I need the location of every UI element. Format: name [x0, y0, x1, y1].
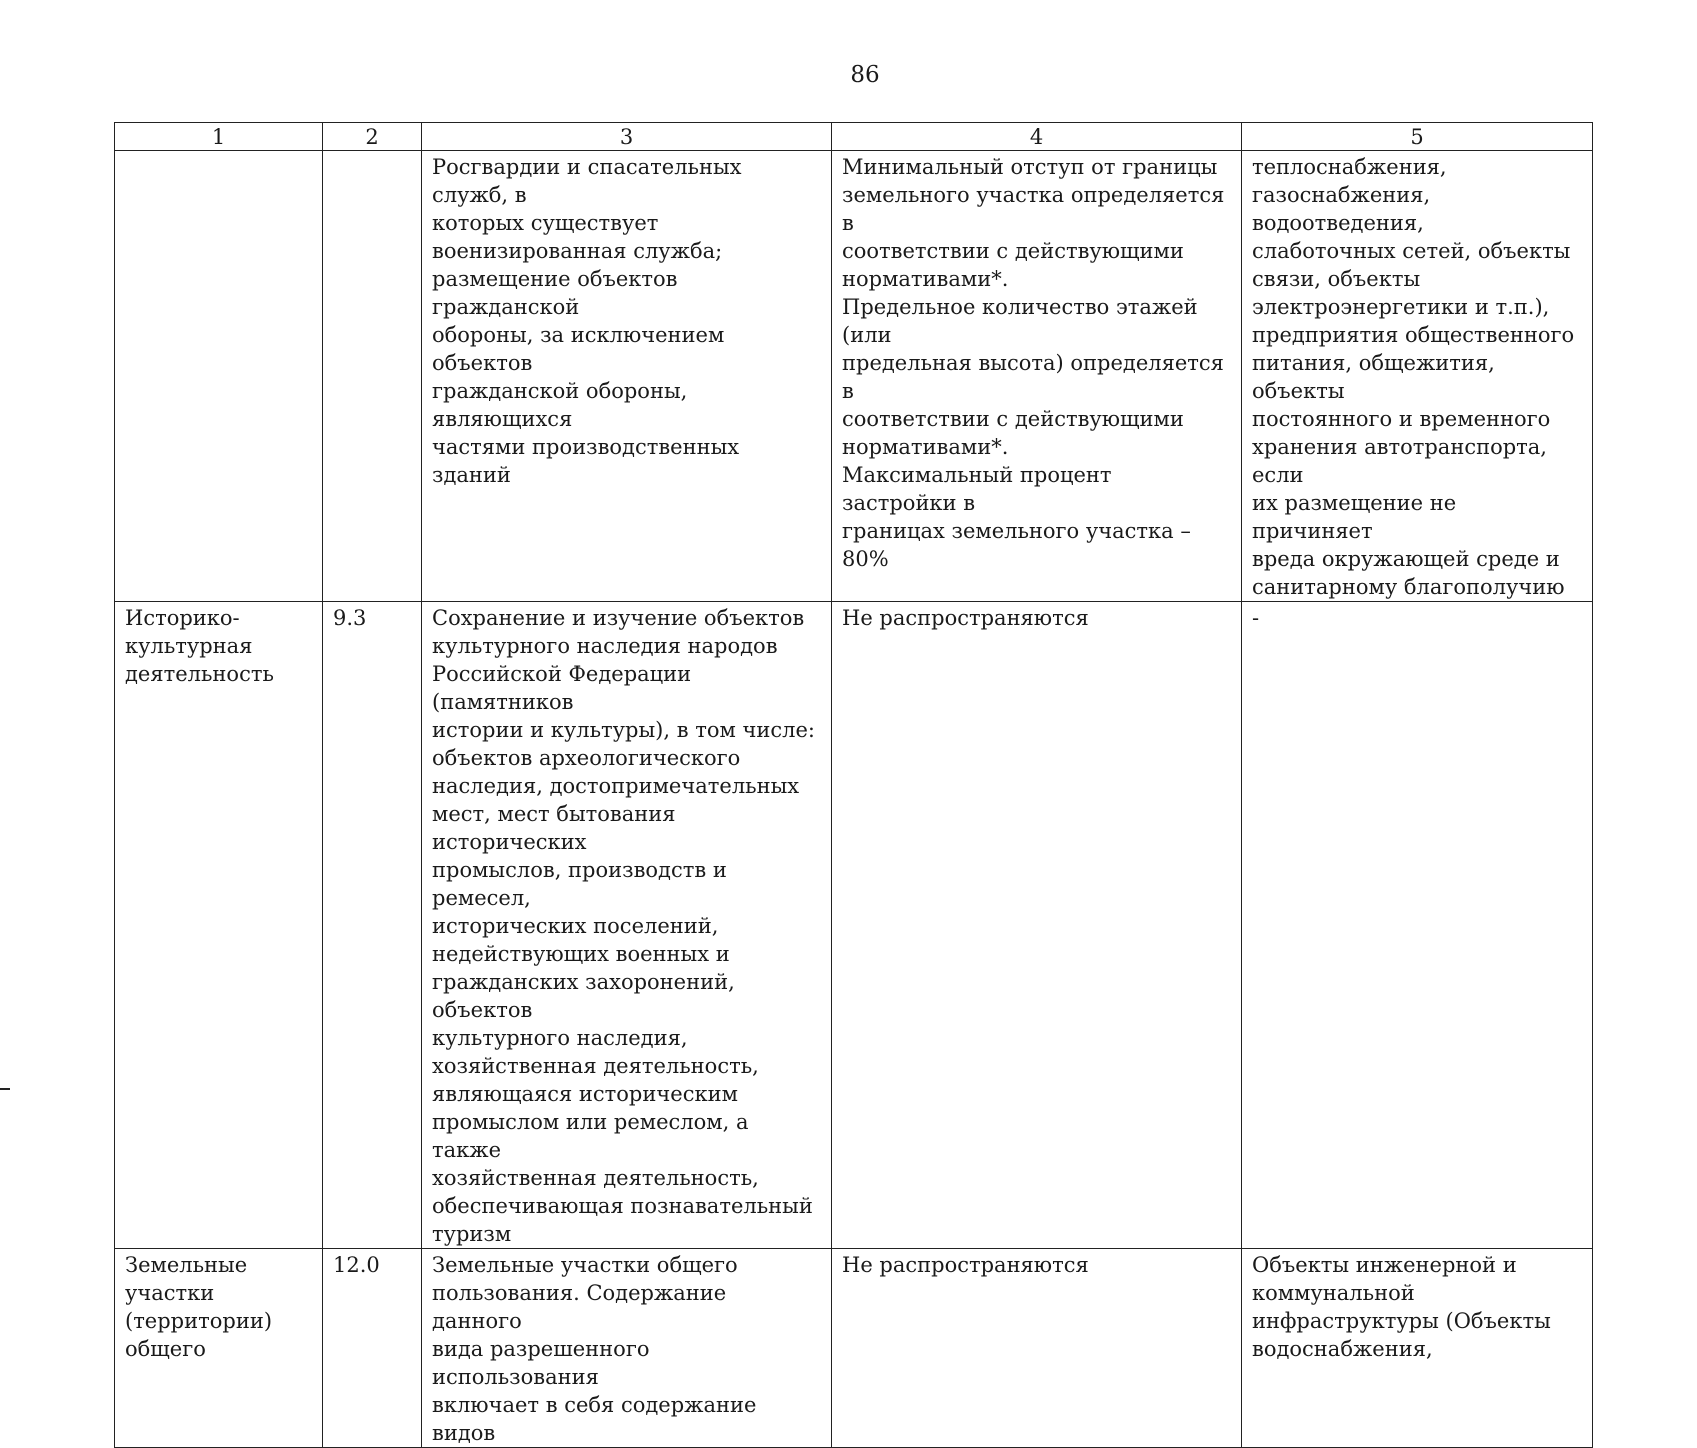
- auxiliary-uses-cell: Объекты инженерной и коммунальной инфраструктуры (Объекты водоснабжения,: [1242, 1249, 1593, 1448]
- table-row: [115, 602, 1593, 1249]
- margin-mark: [0, 1088, 10, 1090]
- column-header: 5: [1242, 123, 1593, 151]
- table-row: [115, 151, 1593, 602]
- land-use-type-cell: [115, 151, 323, 602]
- code-cell: [323, 151, 422, 602]
- column-header: 2: [323, 123, 422, 151]
- description-cell: Земельные участки общего пользования. Содержание данного вида разрешенного использования включает в себя содержание видов: [422, 1249, 832, 1448]
- table-header: [115, 123, 1593, 151]
- parameters-cell: Не распространяются: [832, 1249, 1242, 1448]
- description-cell: Росгвардии и спасательных служб, в которых существует военизированная служба; размещение объектов гражданской обороны, за исключением объектов гражданской обороны, являющихся частями производственных зданий: [422, 151, 832, 602]
- column-header: 4: [832, 123, 1242, 151]
- land-use-type-cell: Историко- культурная деятельность: [115, 602, 323, 1249]
- column-header: 3: [422, 123, 832, 151]
- auxiliary-uses-cell: -: [1242, 602, 1593, 1249]
- page-number: 86: [850, 62, 880, 88]
- header-row: [115, 123, 1593, 151]
- regulations-table: [114, 122, 1593, 1448]
- column-header: 1: [115, 123, 323, 151]
- description-cell: Сохранение и изучение объектов культурного наследия народов Российской Федерации (памятников истории и культуры), в том числе: объектов археологического наследия, достопримечательных мест, мест бытования исторических промыслов, производств и ремесел, исторических поселений, недействующих военных и гражданских захоронений, объектов культурного наследия, хозяйственная деятельность, являющаяся историческим промыслом или ремеслом, а также хозяйственная деятельность, обеспечивающая познавательный туризм: [422, 602, 832, 1249]
- code-cell: 12.0: [323, 1249, 422, 1448]
- land-use-type-cell: Земельные участки (территории) общего: [115, 1249, 323, 1448]
- parameters-cell: Не распространяются: [832, 602, 1242, 1249]
- parameters-cell: Минимальный отступ от границы земельного участка определяется в соответствии с действующими нормативами*. Предельное количество этажей (или предельная высота) определяется в соответствии с действующими нормативами*. Максимальный процент застройки в границах земельного участка – 80%: [832, 151, 1242, 602]
- code-cell: 9.3: [323, 602, 422, 1249]
- auxiliary-uses-cell: теплоснабжения, газоснабжения, водоотведения, слаботочных сетей, объекты связи, объекты электроэнергетики и т.п.), предприятия общественного питания, общежития, объекты постоянного и временного хранения автотранспорта, если их размещение не причиняет вреда окружающей среде и санитарному благополучию: [1242, 151, 1593, 602]
- table-row: [115, 1249, 1593, 1448]
